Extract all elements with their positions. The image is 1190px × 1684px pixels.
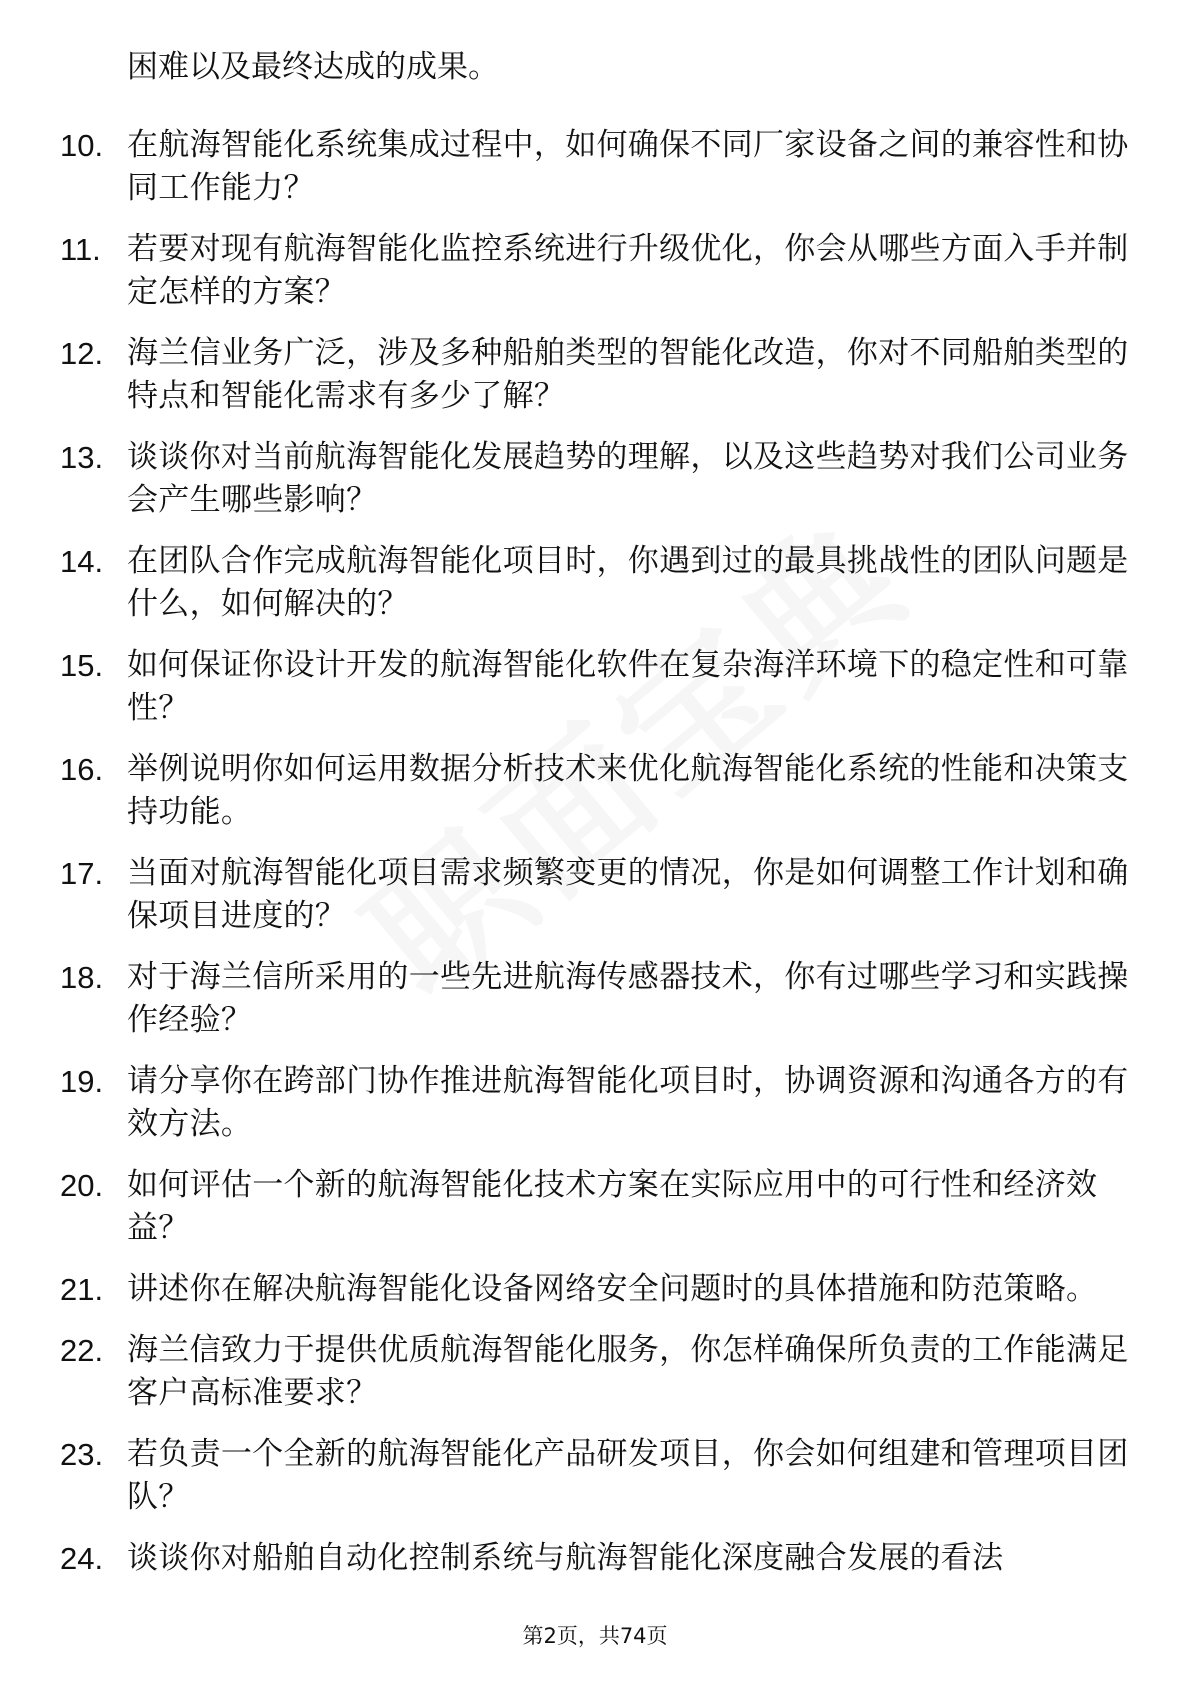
question-text: 海兰信业务广泛，涉及多种船舶类型的智能化改造，你对不同船舶类型的特点和智能化需求有多少了解？ bbox=[127, 335, 1129, 414]
question-item bbox=[60, 1537, 1130, 1580]
question-item bbox=[60, 748, 1130, 834]
question-text: 讲述你在解决航海智能化设备网络安全问题时的具体措施和防范策略。 bbox=[127, 1271, 1098, 1307]
question-item bbox=[60, 644, 1130, 730]
question-text: 请分享你在跨部门协作推进航海智能化项目时，协调资源和沟通各方的有效方法。 bbox=[127, 1063, 1129, 1142]
question-item bbox=[60, 228, 1130, 314]
question-text: 若负责一个全新的航海智能化产品研发项目，你会如何组建和管理项目团队？ bbox=[127, 1436, 1129, 1515]
question-text: 如何保证你设计开发的航海智能化软件在复杂海洋环境下的稳定性和可靠性？ bbox=[127, 647, 1129, 726]
question-list bbox=[60, 124, 1130, 1580]
question-number: 16. bbox=[60, 752, 104, 787]
question-text: 在航海智能化系统集成过程中，如何确保不同厂家设备之间的兼容性和协同工作能力？ bbox=[127, 127, 1129, 206]
question-text: 举例说明你如何运用数据分析技术来优化航海智能化系统的性能和决策支持功能。 bbox=[127, 751, 1129, 830]
question-text: 谈谈你对船舶自动化控制系统与航海智能化深度融合发展的看法 bbox=[127, 1540, 1004, 1576]
question-text: 当面对航海智能化项目需求频繁变更的情况，你是如何调整工作计划和确保项目进度的？ bbox=[127, 855, 1129, 934]
question-number: 23. bbox=[60, 1437, 104, 1472]
question-number: 22. bbox=[60, 1333, 104, 1368]
question-item bbox=[60, 956, 1130, 1042]
question-number: 13. bbox=[60, 440, 104, 475]
question-number: 20. bbox=[60, 1168, 104, 1203]
question-number: 10. bbox=[60, 128, 104, 163]
question-text: 对于海兰信所采用的一些先进航海传感器技术，你有过哪些学习和实践操作经验？ bbox=[127, 959, 1129, 1038]
question-item bbox=[60, 1329, 1130, 1415]
question-item bbox=[60, 332, 1130, 418]
question-text: 在团队合作完成航海智能化项目时，你遇到过的最具挑战性的团队问题是什么，如何解决的？ bbox=[127, 543, 1129, 622]
question-item bbox=[60, 1268, 1130, 1311]
question-text: 海兰信致力于提供优质航海智能化服务，你怎样确保所负责的工作能满足客户高标准要求？ bbox=[127, 1332, 1129, 1411]
question-item bbox=[60, 1433, 1130, 1519]
continued-question-text: 困难以及最终达成的成果。 bbox=[127, 49, 499, 85]
question-number: 19. bbox=[60, 1064, 104, 1099]
question-number: 14. bbox=[60, 544, 104, 579]
question-number: 18. bbox=[60, 960, 104, 995]
question-number: 17. bbox=[60, 856, 104, 891]
question-item bbox=[60, 1164, 1130, 1250]
page-footer: 第2页，共74页 bbox=[522, 1624, 668, 1648]
question-number: 24. bbox=[60, 1541, 104, 1576]
question-number: 21. bbox=[60, 1272, 104, 1307]
question-number: 11. bbox=[60, 232, 101, 267]
question-text: 谈谈你对当前航海智能化发展趋势的理解，以及这些趋势对我们公司业务会产生哪些影响？ bbox=[127, 439, 1129, 518]
question-item bbox=[60, 436, 1130, 522]
question-item bbox=[60, 852, 1130, 938]
question-content bbox=[60, 46, 1130, 1598]
question-item bbox=[60, 1060, 1130, 1146]
question-item bbox=[60, 540, 1130, 626]
question-text: 若要对现有航海智能化监控系统进行升级优化，你会从哪些方面入手并制定怎样的方案？ bbox=[127, 231, 1129, 310]
question-item bbox=[60, 124, 1130, 210]
question-text: 如何评估一个新的航海智能化技术方案在实际应用中的可行性和经济效益？ bbox=[127, 1167, 1098, 1246]
question-number: 15. bbox=[60, 648, 104, 683]
question-number: 12. bbox=[60, 336, 104, 371]
